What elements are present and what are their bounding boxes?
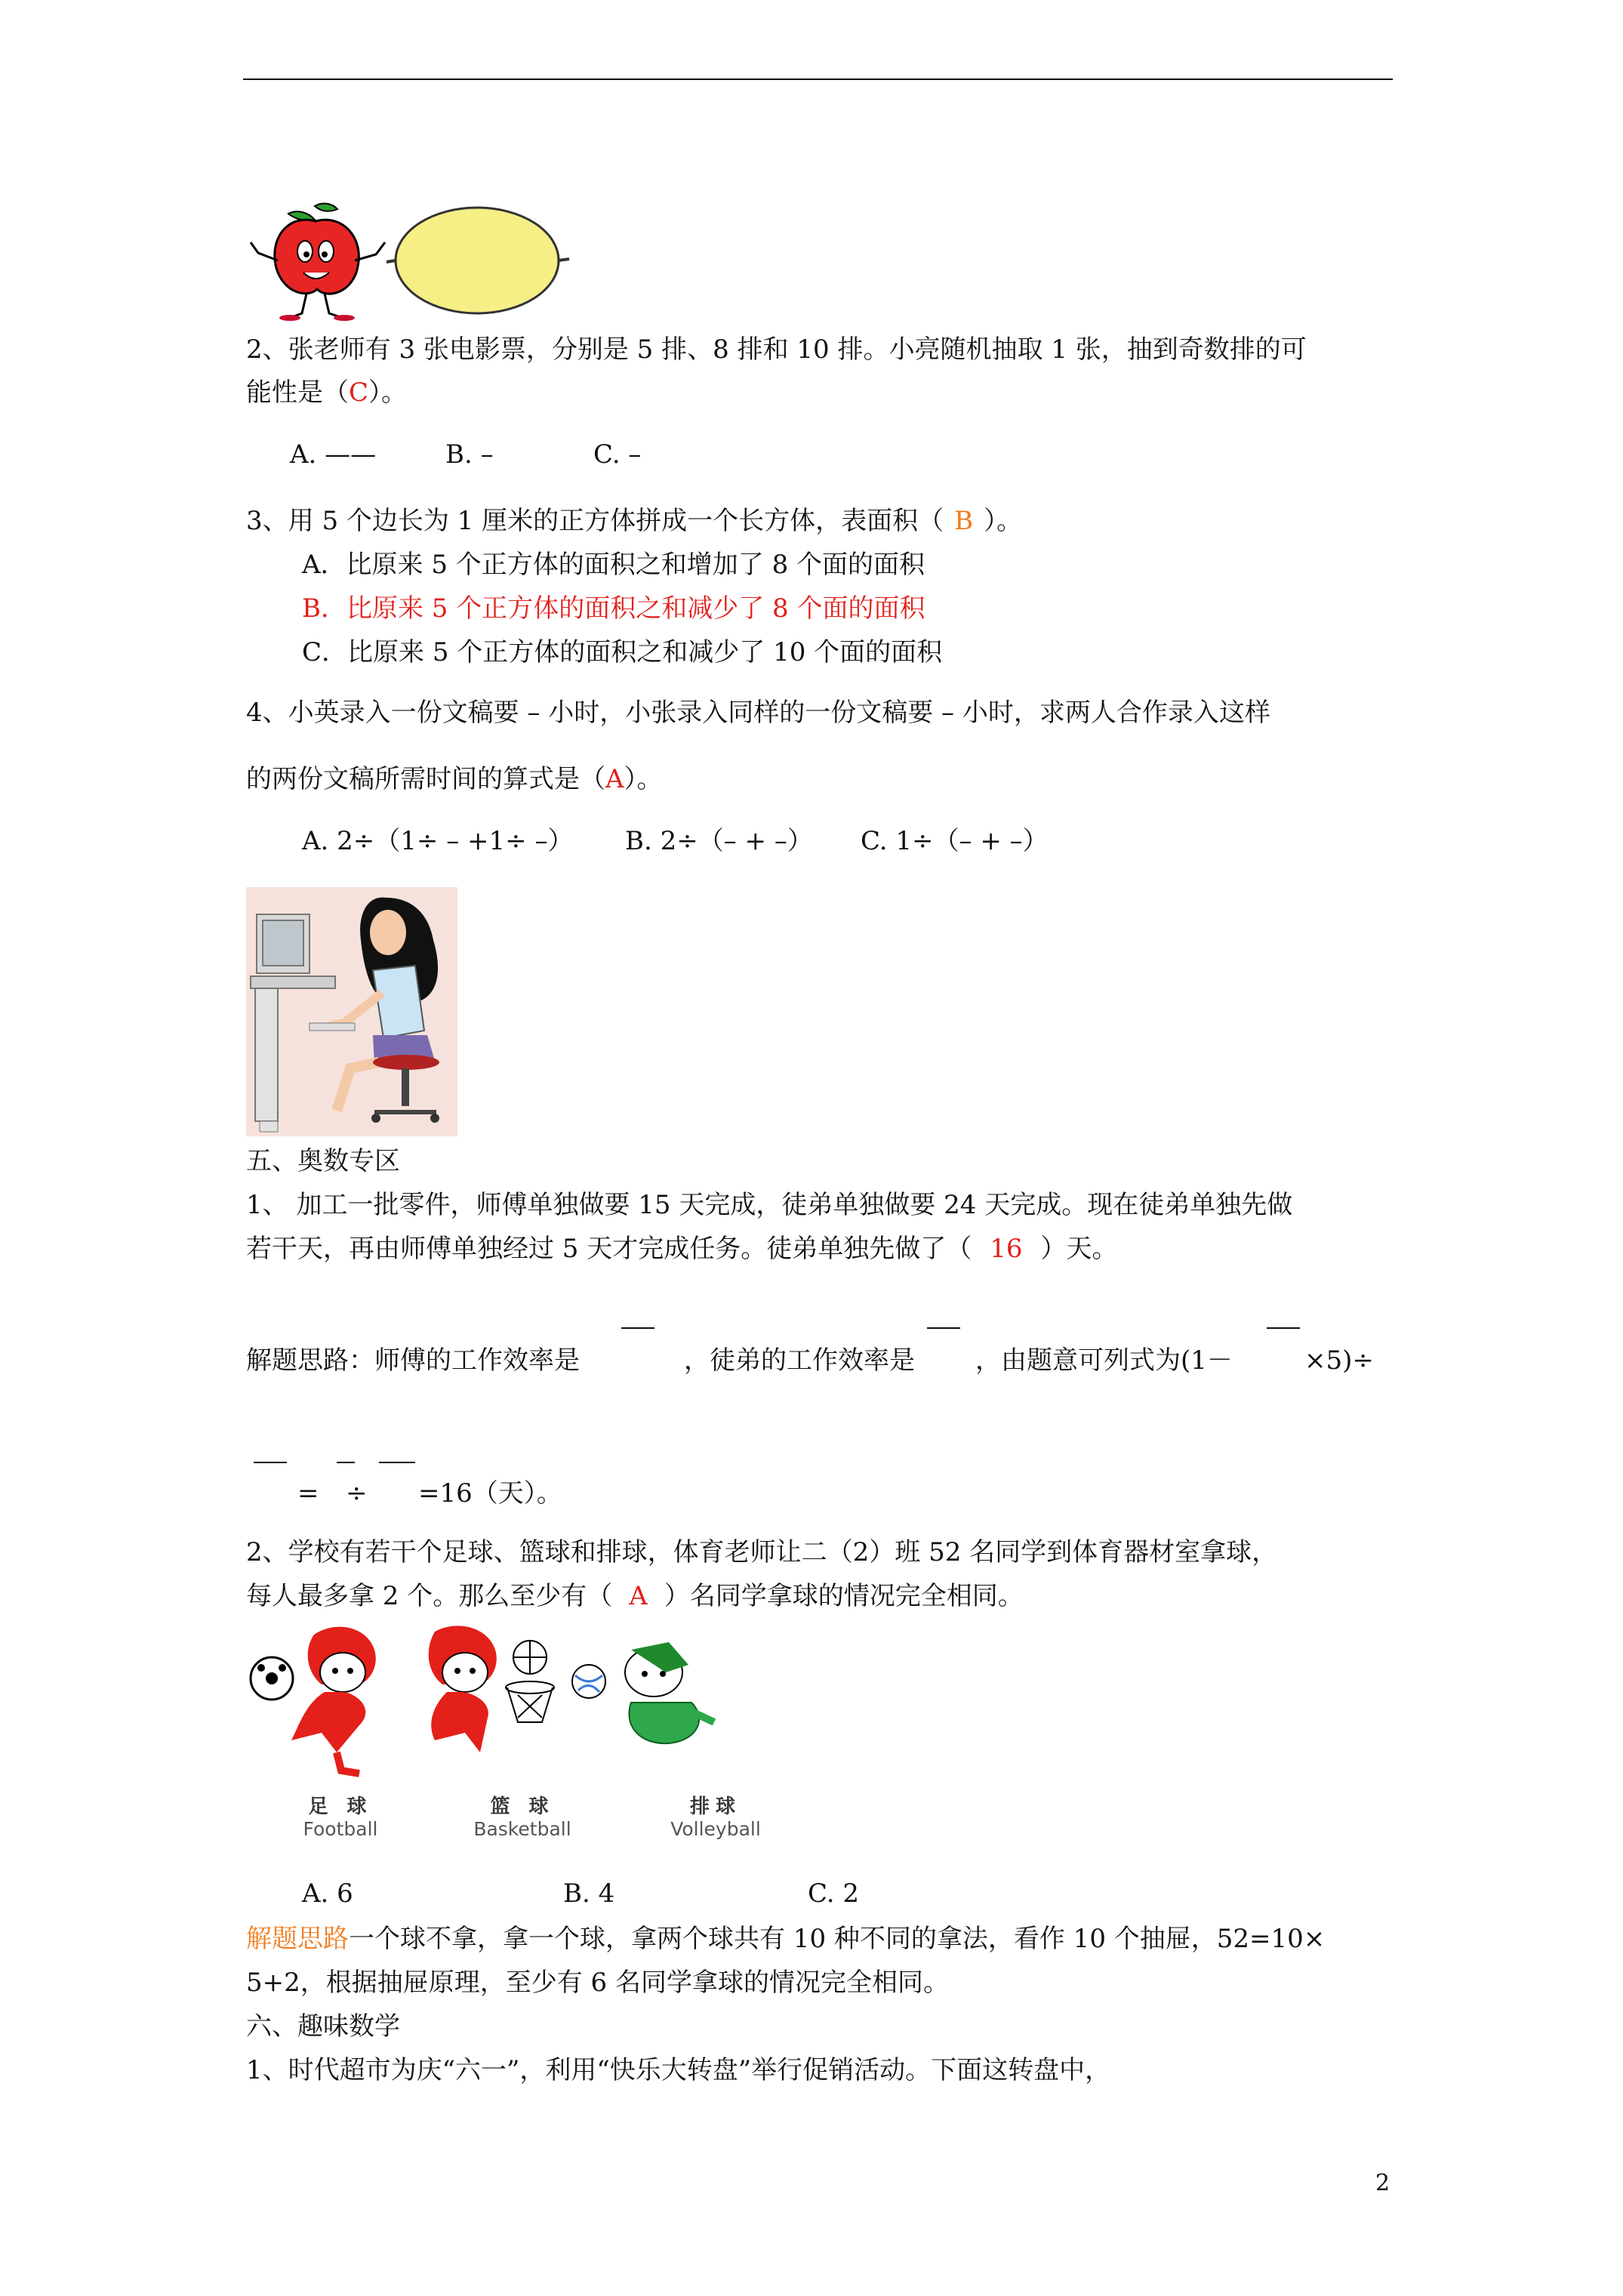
s5-solution-b: ，徒弟的工作效率是 bbox=[684, 1345, 915, 1376]
q3-answer: B bbox=[954, 506, 974, 536]
caption-basketball bbox=[462, 1795, 583, 1841]
section6-heading: 六、趣味数学 bbox=[246, 2011, 400, 2042]
football-mascot bbox=[251, 1627, 376, 1774]
fraction-bar bbox=[379, 1462, 415, 1463]
caption-volleyball-cn: 排球 bbox=[689, 1795, 741, 1818]
q4-option-a: A. 2÷（1÷ – +1÷ –） bbox=[302, 826, 574, 856]
fraction-bar bbox=[927, 1327, 960, 1329]
caption-volleyball bbox=[655, 1795, 776, 1841]
s5-q2-hint-text: 一个球不拿，拿一个球，拿两个球共有 10 种不同的拿法，看作 10 个抽屉，52=10× bbox=[349, 1924, 1326, 1954]
s5-solution-eq: = bbox=[297, 1478, 319, 1509]
section5-heading: 五、奥数专区 bbox=[246, 1146, 400, 1176]
s5-q2-line1: 2、学校有若干个足球、篮球和排球，体育老师让二（2）班 52 名同学到体育器材室拿球， bbox=[246, 1537, 1278, 1567]
s5-q2-stem-pre: 每人最多拿 2 个。那么至少有（ bbox=[246, 1581, 613, 1611]
s5-q2-option-a: A. 6 bbox=[302, 1878, 353, 1909]
s5-solution-result: =16（天）。 bbox=[418, 1478, 562, 1509]
s5-q2-answer: A bbox=[629, 1581, 648, 1611]
q4-line2 bbox=[246, 764, 663, 794]
caption-football-cn: 足 球 bbox=[308, 1795, 373, 1818]
q2-option-a: A. —— bbox=[290, 439, 377, 470]
q2-stem-post: ）。 bbox=[368, 378, 408, 408]
apple-lemon-illustration bbox=[243, 200, 598, 321]
s5-solution-c: ，由题意可列式为(1－ bbox=[975, 1345, 1233, 1376]
fraction-bar bbox=[254, 1462, 287, 1463]
lemon bbox=[396, 208, 559, 313]
s5-q2-stem-post: ）名同学拿球的情况完全相同。 bbox=[664, 1581, 1024, 1611]
s5-q2-line2 bbox=[246, 1581, 1024, 1611]
caption-volleyball-en: Volleyball bbox=[670, 1818, 761, 1840]
fraction-bar bbox=[621, 1327, 654, 1329]
q4-stem-post: ）。 bbox=[624, 764, 663, 794]
q2-stem-pre: 能性是（ bbox=[246, 378, 349, 408]
s5-q2-hint-label: 解题思路 bbox=[246, 1924, 349, 1954]
q3-stem-post: ）。 bbox=[984, 506, 1023, 536]
q3-option-a: A．比原来 5 个正方体的面积之和增加了 8 个面的面积 bbox=[302, 550, 925, 580]
q4-stem-pre: 的两份文稿所需时间的算式是（ bbox=[246, 764, 605, 794]
s5-q1-stem-pre: 若干天，再由师傅单独经过 5 天才完成任务。徒弟单独先做了（ bbox=[246, 1234, 972, 1264]
q2-option-c: C. – bbox=[593, 439, 642, 470]
s5-q2-hint-line2: 5+2，根据抽屉原理，至少有 6 名同学拿球的情况完全相同。 bbox=[246, 1968, 949, 1998]
header-rule bbox=[243, 79, 1393, 80]
sports-mascots-illustration bbox=[246, 1620, 827, 1778]
apple-character bbox=[251, 204, 385, 321]
basketball-mascot bbox=[429, 1626, 554, 1752]
s5-q1-line1: 1、 加工一批零件，师傅单独做要 15 天完成，徒弟单独做要 24 天完成。现在徒弟单独先做 bbox=[246, 1190, 1293, 1220]
typist-illustration bbox=[246, 887, 457, 1136]
q4-answer: A bbox=[605, 764, 624, 794]
s5-q1-stem-post: ）天。 bbox=[1040, 1234, 1118, 1264]
q4-line1: 4、小英录入一份文稿要 – 小时，小张录入同样的一份文稿要 – 小时，求两人合作录入这样 bbox=[246, 698, 1270, 728]
s5-q2-option-c: C. 2 bbox=[808, 1878, 860, 1909]
s5-solution-d: ×5)÷ bbox=[1304, 1345, 1374, 1376]
s5-q1-answer: 16 bbox=[990, 1234, 1023, 1264]
caption-football bbox=[284, 1795, 397, 1841]
s5-q2-option-b: B. 4 bbox=[563, 1878, 615, 1909]
caption-basketball-cn: 篮 球 bbox=[490, 1795, 555, 1818]
s5-solution-div: ÷ bbox=[346, 1478, 368, 1509]
s5-q2-hint-line1 bbox=[246, 1924, 1325, 1954]
q2-answer: C bbox=[349, 378, 369, 408]
q4-option-c: C. 1÷（– + –） bbox=[861, 826, 1049, 856]
s5-q1-line2 bbox=[246, 1234, 1118, 1264]
q3-option-b: B．比原来 5 个正方体的面积之和减少了 8 个面的面积 bbox=[302, 593, 925, 624]
q3-stem bbox=[246, 506, 1022, 536]
s6-q1: 1、时代超市为庆“六一”，利用“快乐大转盘”举行促销活动。下面这转盘中， bbox=[246, 2055, 1111, 2085]
caption-basketball-en: Basketball bbox=[473, 1818, 571, 1840]
s5-solution-a: 解题思路：师傅的工作效率是 bbox=[246, 1345, 580, 1376]
caption-football-en: Football bbox=[303, 1818, 378, 1840]
q2-option-b: B. – bbox=[445, 439, 494, 470]
q3-stem-pre: 3、用 5 个边长为 1 厘米的正方体拼成一个长方体，表面积（ bbox=[246, 506, 944, 536]
volleyball-mascot bbox=[572, 1642, 714, 1743]
page-number: 2 bbox=[1375, 2170, 1390, 2196]
fraction-bar bbox=[1267, 1327, 1300, 1329]
q3-option-c: C．比原来 5 个正方体的面积之和减少了 10 个面的面积 bbox=[302, 637, 943, 667]
q2-line1: 2、张老师有 3 张电影票，分别是 5 排、8 排和 10 排。小亮随机抽取 1 张，抽到奇数排的可 bbox=[246, 334, 1307, 365]
q4-option-b: B. 2÷（– + –） bbox=[625, 826, 813, 856]
fraction-bar bbox=[337, 1462, 355, 1463]
q2-line2 bbox=[246, 378, 407, 408]
